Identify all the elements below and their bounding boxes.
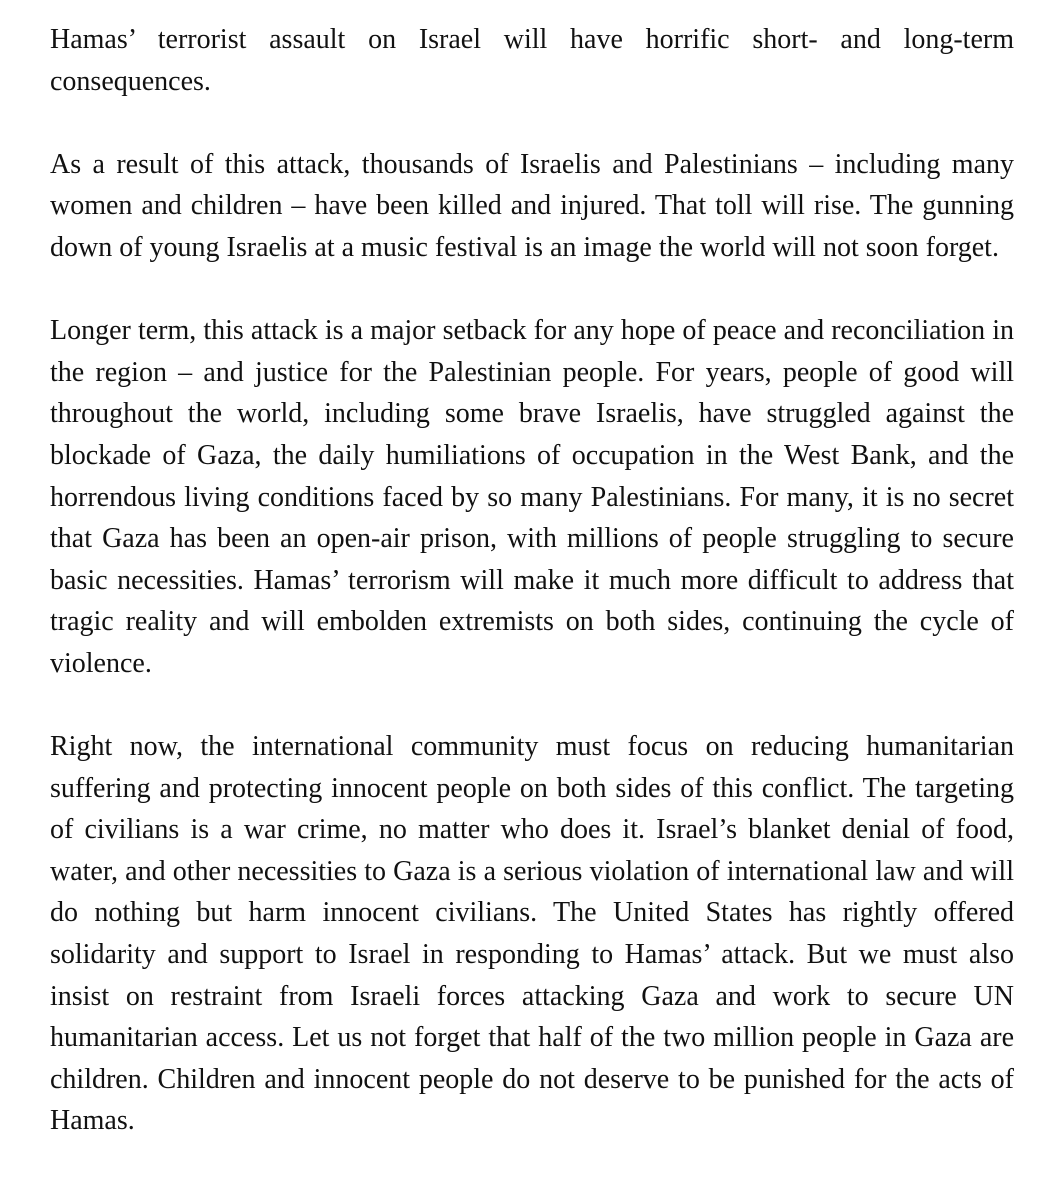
paragraph-consequences: Hamas’ terrorist assault on Israel will have horrific short- and long-term consequences. [50,24,1014,97]
paragraph-longer-term: Longer term, this attack is a major setback for any hope of peace and reconciliation in the region – and justice for the Palestinian people. For years, people of good will throughout the world, including some brave Israelis, have struggled against the blockade of Gaza, the daily humiliations of occupation in the West Bank, and the horrendous living conditions faced by so many Palestinians. For many, it is no secret that Gaza has been an open-air prison, with millions of people struggling to secure basic necessities. Hamas’ terrorism will make it much more difficult to address that tragic reality and will embolden extremists on both sides, continuing the cycle of violence. [50,315,1014,679]
paragraph-casualties: As a result of this attack, thousands of Israelis and Palestinians – including many women and children – have been killed and injured. That toll will rise. The gunning down of young Israelis at a music festival is an image the world will not soon forget. [50,148,1014,263]
paragraph-right-now: Right now, the international community must focus on reducing humanitarian suffering and protecting innocent people on both sides of this conflict. The targeting of civilians is a war crime, no matter who does it. Israel’s blanket denial of food, water, and other necessities to Gaza is a serious violation of international law and will do nothing but harm innocent civilians. The United States has rightly offered solidarity and support to Israel in responding to Hamas’ attack. But we must also insist on restraint from Israeli forces attacking Gaza and work to secure UN humanitarian access. Let us not forget that half of the two million people in Gaza are children. Children and innocent people do not deserve to be punished for the acts of Hamas. [50,731,1014,1137]
